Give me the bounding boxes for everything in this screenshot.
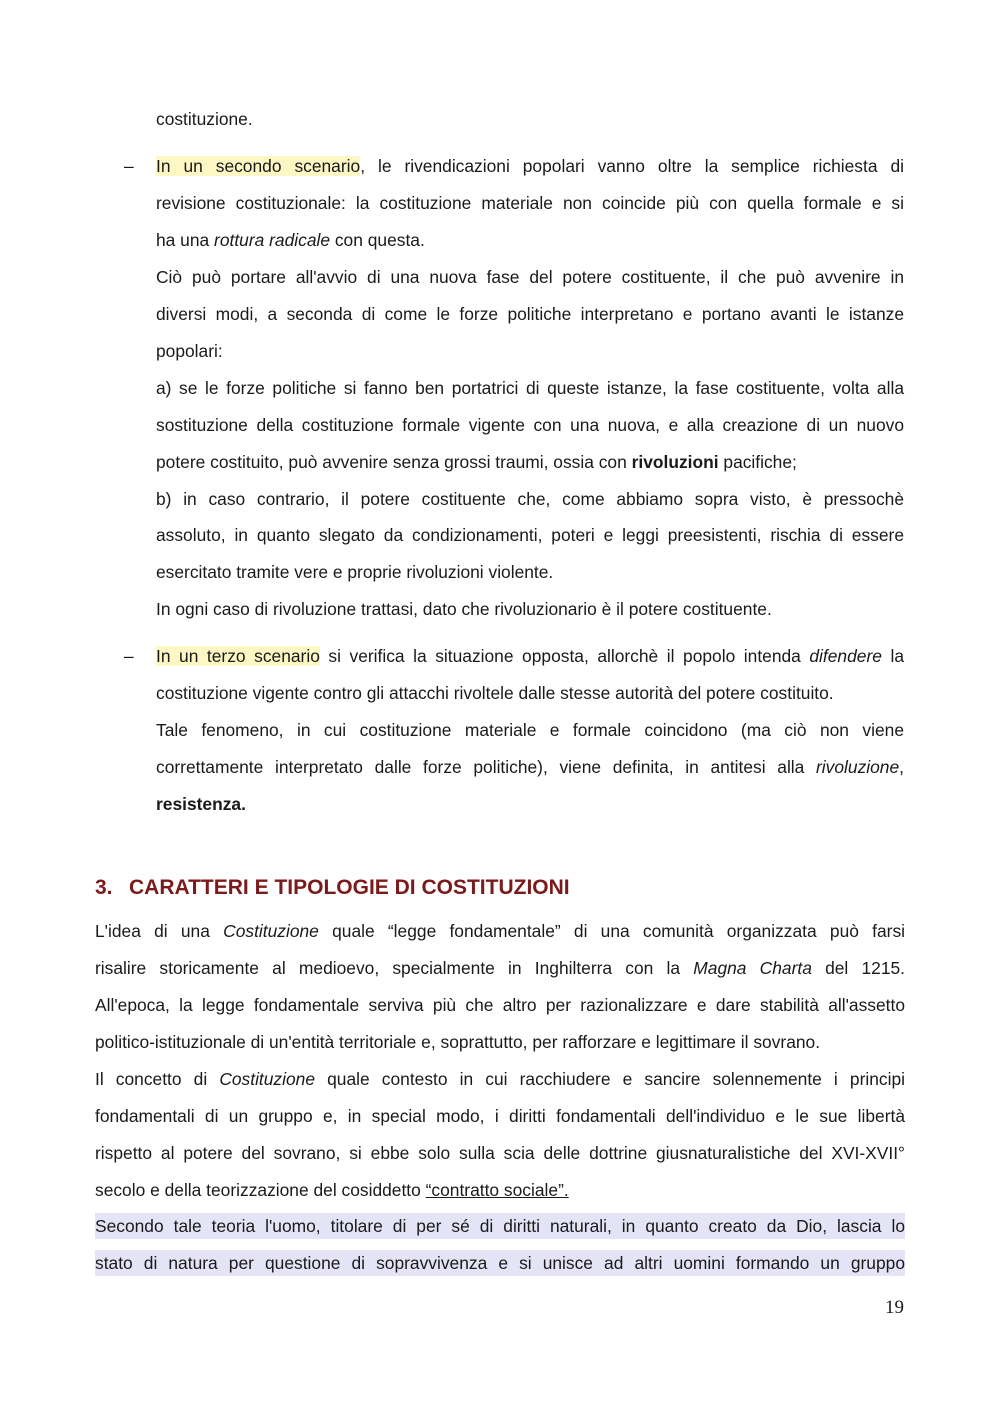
text-line (156, 791, 904, 817)
text-span: , le rivendicazioni popolari vanno oltre la semplice richiesta di (360, 156, 904, 176)
text-span: del 1215. (811, 958, 906, 978)
emphasis-text: rivoluzione (816, 757, 900, 777)
text-line: popolari: (156, 341, 223, 361)
emphasis-text: rottura radicale (214, 230, 331, 250)
text-line (95, 918, 905, 944)
text-line: All'epoca, la legge fondamentale serviva più che altro per razionalizzare e dare stabilità all'assetto (95, 995, 905, 1015)
text-line: diversi modi, a seconda di come le forze politiche interpretano e portano avanti le istanze (156, 304, 904, 324)
text-line: fondamentali di un gruppo e, in special modo, i diritti fondamentali dell'individuo e le sue libertà (95, 1106, 905, 1126)
text-line (95, 1177, 905, 1203)
highlighted-phrase: In un secondo scenario (156, 156, 361, 176)
emphasis-text: Costituzione (223, 921, 319, 941)
highlighted-line: Secondo tale teoria l'uomo, titolare di per sé di diritti naturali, in quanto creato da Dio, lascia lo (95, 1213, 905, 1239)
text-span: Il concetto di (95, 1069, 220, 1089)
text-span: , (899, 757, 904, 777)
text-line (156, 227, 904, 253)
text-line (95, 955, 905, 981)
text-line: a) se le forze politiche si fanno ben portatrici di queste istanze, la fase costituente, volta alla (156, 378, 904, 398)
text-span: ha una (156, 230, 215, 250)
text-line (156, 449, 904, 475)
text-span: risalire storicamente al medioevo, specialmente in Inghilterra con la (95, 958, 694, 978)
text-line: Ciò può portare all'avvio di una nuova fase del potere costituente, il che può avvenire in (156, 267, 904, 287)
text-line (95, 1066, 905, 1092)
bold-text: resistenza. (156, 794, 246, 814)
text-line: esercitato tramite vere e proprie rivoluzioni violente. (156, 562, 554, 582)
bold-text: rivoluzioni (631, 452, 719, 472)
text-line: In ogni caso di rivoluzione trattasi, dato che rivoluzionario è il potere costituente. (156, 599, 772, 619)
text-line (156, 754, 904, 780)
emphasis-text: Magna Charta (693, 958, 812, 978)
highlighted-line: stato di natura per questione di sopravvivenza e si unisce ad altri uomini formando un gruppo (95, 1250, 905, 1276)
text-line: politico-istituzionale di un'entità territoriale e, soprattutto, per rafforzare e legittimare il sovrano. (95, 1032, 821, 1052)
section-title: CARATTERI E TIPOLOGIE DI COSTITUZIONI (129, 876, 570, 899)
text-span: pacifiche; (718, 452, 797, 472)
text-span: con questa. (330, 230, 425, 250)
highlighted-phrase: In un terzo scenario (156, 646, 320, 666)
text-line: Tale fenomeno, in cui costituzione materiale e formale coincidono (ma ciò non viene (156, 720, 904, 740)
emphasis-text: Costituzione (219, 1069, 316, 1089)
text-line: b) in caso contrario, il potere costituente che, come abbiamo sopra visto, è pressochè (156, 489, 904, 509)
list-dash: – (124, 156, 134, 176)
text-span: L'idea di una (95, 921, 224, 941)
text-span: la (881, 646, 904, 666)
text-line: sostituzione della costituzione formale vigente con una nuova, e alla creazione di un nuovo (156, 415, 904, 435)
section-number: 3. (95, 876, 113, 899)
emphasis-text: difendere (809, 646, 882, 666)
text-line: revisione costituzionale: la costituzione materiale non coincide più con quella formale e si (156, 193, 904, 213)
text-line: rispetto al potere del sovrano, si ebbe solo sulla scia delle dottrine giusnaturalistiche del XVI-XVII° (95, 1143, 905, 1163)
text-span: si verifica la situazione opposta, allorchè il popolo intenda (319, 646, 810, 666)
list-item-scenario2-line1 (156, 153, 904, 179)
text-line: costituzione vigente contro gli attacchi rivoltele dalle stesse autorità del potere costituito. (156, 683, 834, 703)
underlined-text: “contratto sociale”. (425, 1180, 569, 1200)
text-span: costituzione. (156, 109, 253, 129)
page-number: 19 (885, 1297, 904, 1318)
text-line (156, 106, 904, 132)
section-heading (95, 874, 570, 902)
text-span: potere costituito, può avvenire senza grossi traumi, ossia con (156, 452, 632, 472)
text-span: quale contesto in cui racchiudere e sancire solennemente i principi (315, 1069, 906, 1089)
text-span: correttamente interpretato dalle forze politiche), viene definita, in antitesi alla (156, 757, 817, 777)
text-span: secolo e della teorizzazione del cosiddetto (95, 1180, 426, 1200)
text-line: assoluto, in quanto slegato da condizionamenti, poteri e leggi preesistenti, rischia di essere (156, 525, 904, 545)
list-item-scenario3-line1 (156, 643, 904, 669)
text-span: quale “legge fondamentale” di una comunità organizzata può farsi (318, 921, 906, 941)
list-dash: – (124, 646, 134, 666)
